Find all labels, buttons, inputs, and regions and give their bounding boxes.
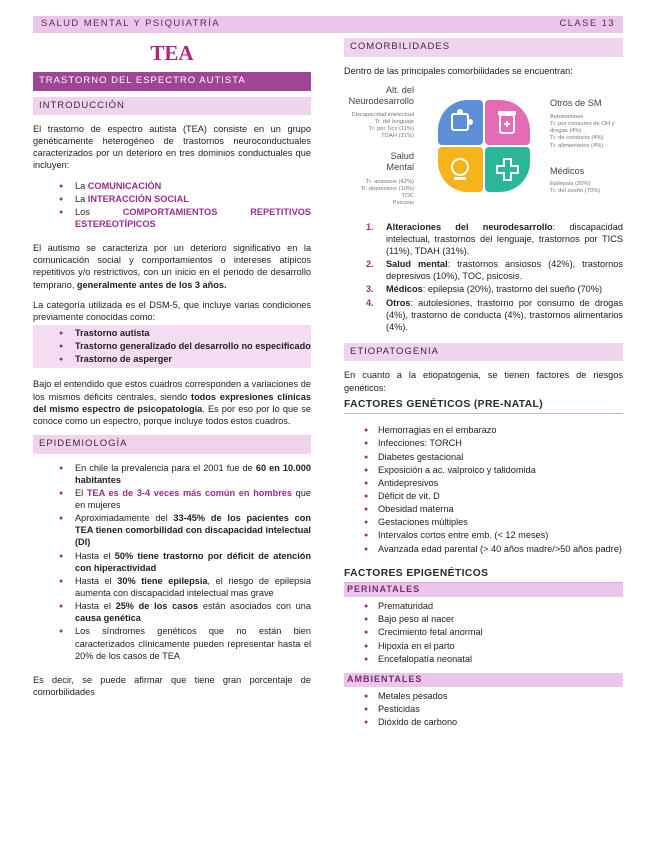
comorbidities-intro: Dentro de las principales comorbilidades se encuentran: bbox=[344, 65, 573, 76]
pill-bottle-icon bbox=[485, 100, 530, 145]
header-class: CLASE 13 bbox=[559, 18, 615, 30]
list-item: 4. Otros: autolesiones, trastorno por consumo de drogas (4%), trastorno de conducta (4%), trastornos alimentarios (4%). bbox=[366, 297, 623, 332]
puzzle-icon bbox=[438, 100, 483, 145]
left-column bbox=[33, 38, 311, 706]
page-header bbox=[33, 16, 623, 33]
list-item: ● Avanzada edad parental (> 40 años madre/>50 años padre) bbox=[344, 543, 623, 555]
etiopathogenesis-heading: ETIOPATOGENIA bbox=[344, 343, 623, 362]
list-item: ● Hasta el 25% de los casos están asociados con una causa genética bbox=[33, 600, 311, 624]
figure-label-salud-mental: Salud Mental bbox=[386, 150, 414, 172]
environmental-heading: AMBIENTALES bbox=[344, 673, 623, 687]
conditions-list bbox=[33, 327, 311, 365]
list-item: ● Exposición a ac. valproico y talidomida bbox=[344, 464, 623, 476]
epidemiology-paragraph: Es decir, se puede afirmar que tiene gran porcentaje de comorbilidades bbox=[33, 674, 311, 697]
figure-detail-neurodev: Discapacidad intelectual Tr. del lenguaje Tr. por Tics (11%) TDAH (31%) bbox=[351, 111, 414, 140]
medical-cross-icon bbox=[485, 147, 530, 192]
list-item: 3. Médicos: epilepsia (20%), trastorno del sueño (70%) bbox=[366, 284, 603, 295]
list-item: ● Dióxido de carbono bbox=[344, 716, 623, 728]
figure-detail-medicos: Epilepsia (20%) Tr. del sueño (70%) bbox=[550, 180, 601, 194]
list-item: ● Trastorno generalizado del desarrollo no especificado bbox=[33, 340, 311, 352]
intro-paragraph-4: Bajo el entendido que estos cuadros corresponden a variaciones de los mismos déficits centrales, siendo todos expresiones clínicas del mismo espectro de psicopatología. Es por eso por lo que se conoce como un espectro, porque incluye todos estos cuadros. bbox=[33, 379, 311, 426]
list-item: ● Prematuridad bbox=[344, 600, 623, 612]
perinatal-heading: PERINATALES bbox=[344, 583, 623, 597]
list-item: 2. Salud mental: trastornos ansiosos (42%), trastornos depresivos (10%), TOC, psicosis. bbox=[366, 259, 623, 282]
figure-label-medicos: Médicos bbox=[550, 165, 585, 176]
comorbidities-figure bbox=[344, 81, 623, 213]
list-item: ● Infecciones: TORCH bbox=[344, 437, 623, 449]
list-item: ● Bajo peso al nacer bbox=[344, 613, 623, 625]
domains-list bbox=[33, 180, 311, 231]
list-item: ● Encefalopatía neonatal bbox=[344, 653, 623, 665]
quadrant-medicos bbox=[485, 147, 530, 192]
figure-label-neurodev: Alt. del Neurodesarrollo bbox=[348, 84, 414, 106]
list-item: ● Obesidad materna bbox=[344, 503, 623, 515]
list-item: ● El TEA es de 3-4 veces más común en hombres que en mujeres bbox=[33, 487, 311, 511]
conditions-box bbox=[33, 325, 311, 368]
figure-detail-otros: Autolesiones Tr. por consumo de OH y drogas (4%) Tr. de conducta (4%) Tr. alimentarios (4%) bbox=[550, 113, 615, 149]
quadrant-salud-mental bbox=[438, 147, 483, 192]
section-heading-tea: TRASTORNO DEL ESPECTRO AUTISTA bbox=[33, 72, 311, 91]
brain-icon bbox=[438, 147, 483, 192]
list-item: ● Intervalos cortos entre emb. (< 12 meses) bbox=[344, 529, 623, 541]
page-title: TEA bbox=[150, 41, 194, 65]
list-item: ● Antidepresivos bbox=[344, 477, 623, 489]
list-item: ● La INTERACCIÓN SOCIAL bbox=[33, 193, 311, 205]
list-item: ● Metales pesados bbox=[344, 690, 623, 702]
intro-paragraph-1: El trastorno de espectro autista (TEA) consiste en un grupo genéticamente heterogéneo de trastornos neuroconductuales caracterizados por un deterioro en tres dominios conductuales que incluyen: bbox=[33, 124, 311, 171]
comorbidities-heading: COMORBILIDADES bbox=[344, 38, 623, 57]
etiopathogenesis-intro: En cuanto a la etiopatogenia, se tienen factores de riesgos genéticos: bbox=[344, 370, 623, 393]
figure-label-otros: Otros de SM bbox=[550, 97, 602, 108]
right-column bbox=[344, 38, 623, 736]
list-item: ● Gestaciones múltiples bbox=[344, 516, 623, 528]
list-item: ● Pesticidas bbox=[344, 703, 623, 715]
environmental-list bbox=[344, 690, 623, 728]
list-item: ● Hasta el 30% tiene epilepsia, el riesgo de epilepsia aumenta con discapacidad intelectual mas grave bbox=[33, 575, 311, 599]
epigenetic-factors-heading: FACTORES EPIGENÉTICOS bbox=[344, 567, 623, 584]
list-item: ● Déficit de vit. D bbox=[344, 490, 623, 502]
list-item: ● Hipoxia en el parto bbox=[344, 640, 623, 652]
epidemiology-heading: EPIDEMIOLOGÍA bbox=[33, 435, 311, 454]
intro-paragraph-3: La categoría utilizada es el DSM-5, que incluye varias condiciones previamente conocidas como: bbox=[33, 299, 311, 322]
list-item: ● Hasta el 50% tiene trastorno por déficit de atención con hiperactividad bbox=[33, 550, 311, 574]
list-item: ● Los COMPORTAMIENTOS REPETITIVOS ESTEREOTÍPICOS bbox=[33, 206, 311, 230]
header-subject: SALUD MENTAL Y PSIQUIATRÍA bbox=[41, 18, 220, 30]
intro-heading: INTRODUCCIÓN bbox=[33, 97, 311, 116]
genetic-factors-heading: FACTORES GENÉTICOS (PRE-NATAL) bbox=[344, 398, 623, 415]
quadrant-neurodev bbox=[438, 100, 483, 145]
list-item: ● Crecimiento fetal anormal bbox=[344, 626, 623, 638]
list-item: ● Trastorno autista bbox=[33, 327, 311, 339]
perinatal-list bbox=[344, 600, 623, 665]
epidemiology-list bbox=[33, 462, 311, 662]
list-item: 1. Alteraciones del neurodesarrollo: discapacidad intelectual, trastornos del lenguaje, trastornos por TICS (11%), TDAH (31%). bbox=[366, 221, 623, 256]
genetic-factors-list bbox=[344, 424, 623, 554]
list-item: ● Aproximadamente del 33-45% de los pacientes con TEA tienen comorbilidad con discapacidad intelectual (DI) bbox=[33, 512, 311, 548]
comorbidities-list bbox=[344, 221, 623, 333]
intro-paragraph-2: El autismo se caracteriza por un deterioro significativo en la comunicación social y comportamientos o intereses atípicos repetitivos y/o restrictivos, con un inicio en el periodo de desarrollo temprano, generalmente antes de los 3 años. bbox=[33, 243, 311, 290]
quadrant-otros bbox=[485, 100, 530, 145]
figure-detail-salud-mental: Tr. ansiosos (42%) Tr. depresivos (10%) TOC Psicosis bbox=[360, 178, 414, 207]
list-item: ● La COMUNICACIÓN bbox=[33, 180, 311, 192]
list-item: ● Diabetes gestacional bbox=[344, 451, 623, 463]
list-item: ● En chile la prevalencia para el 2001 fue de 60 en 10.000 habitantes bbox=[33, 462, 311, 486]
list-item: ● Trastorno de asperger bbox=[33, 353, 311, 365]
list-item: ● Hemorragias en el embarazo bbox=[344, 424, 623, 436]
list-item: ● Los síndromes genéticos que no están bien caracterizados clínicamente pueden representar hasta el 20% de los casos de TEA bbox=[33, 625, 311, 661]
